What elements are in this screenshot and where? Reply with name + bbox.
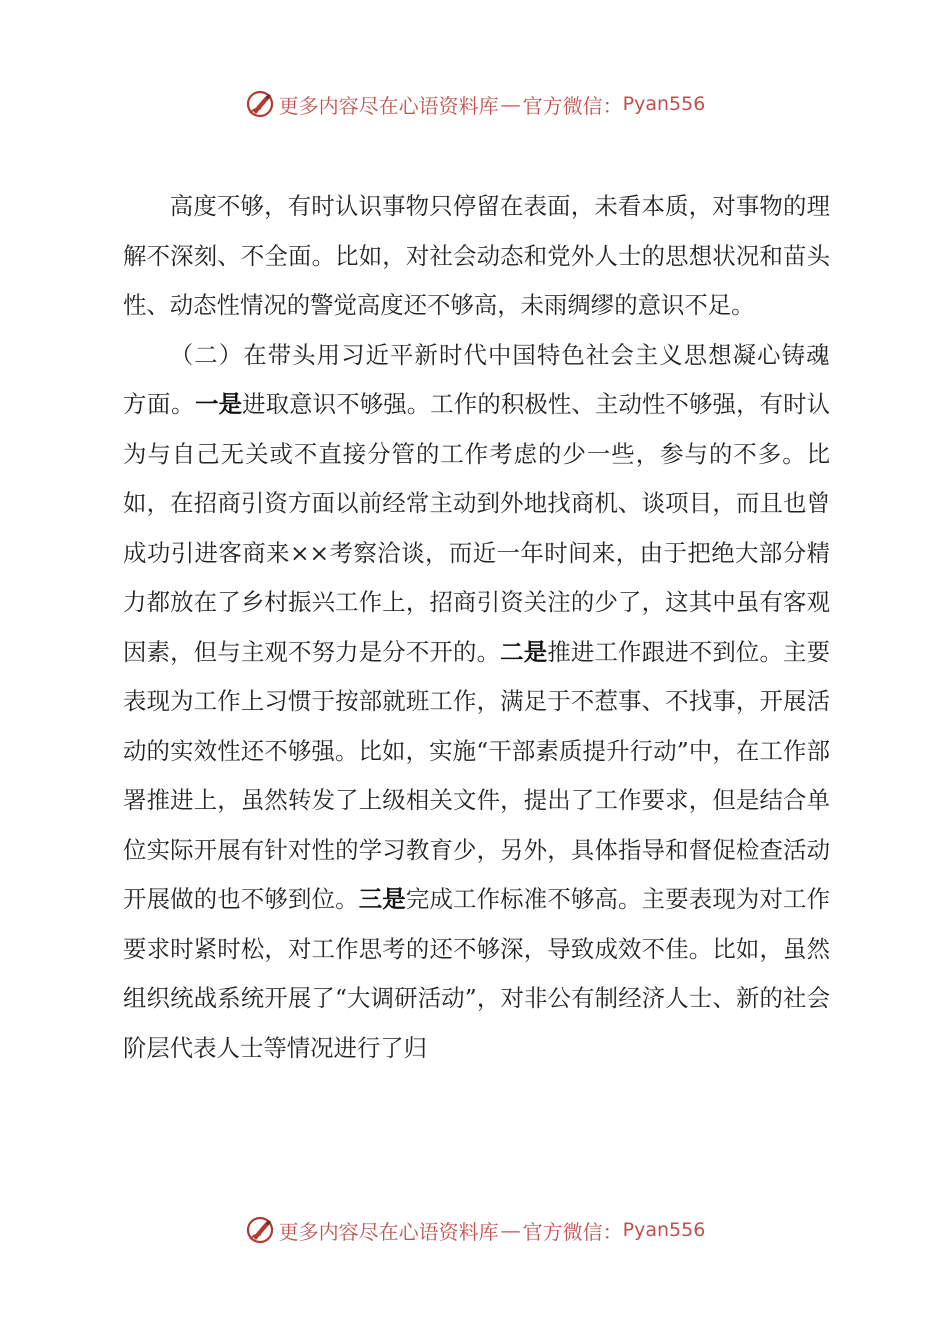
point-two-text: 推进工作跟进不到位。主要表现为工作上习惯于按部就班工作，满足于不惹事、不找事，开展活动的实效性还不够强。比如，实施“干部素质提升行动”中，在工作部署推进上，虽然转发了上级相关文件，提出了工作要求，但是结合单位实际开展有针对性的学习教育少，另外，具体指导和督促检查活动开展做的也不够到位。 (123, 637, 831, 913)
banner-ad-text: 更多内容尽在心语资料库 (278, 93, 499, 118)
banner-separator: — (500, 1218, 521, 1242)
banner-wechat-id: Pyan556 (622, 93, 706, 115)
banner-wechat-id: Pyan556 (622, 1219, 706, 1241)
banner-separator: — (500, 92, 521, 116)
section-heading: （二）在带头用习近平新时代中国特色社会主义思想凝心铸魂方面。 (123, 340, 830, 418)
header-banner (0, 84, 950, 124)
pen-logo-icon (245, 89, 275, 119)
pen-logo-icon (245, 1215, 275, 1245)
document-body (123, 182, 830, 1073)
point-one-text: 进取意识不够强。工作的积极性、主动性不够强，有时认为与自己无关或不直接分管的工作考虑的少一些，参与的不多。比如，在招商引资方面以前经常主动到外地找商机、谈项目，而且也曾成功引进客商来××考察洽谈，而近一年时间来，由于把绝大部分精力都放在了乡村振兴工作上，招商引资关注的少了，这其中虽有客观因素，但与主观不努力是分不开的。 (123, 390, 831, 666)
point-three-label: 三是 (358, 885, 406, 913)
footer-banner (0, 1210, 950, 1250)
paragraph-section-two (123, 331, 830, 1074)
banner-ad-text: 更多内容尽在心语资料库 (278, 1219, 499, 1244)
point-two-label: 二是 (500, 637, 548, 666)
paragraph-continuation: 高度不够，有时认识事物只停留在表面，未看本质，对事物的理解不深刻、不全面。比如，对社会动态和党外人士的思想状况和苗头性、动态性情况的警觉高度还不够高，未雨绸缪的意识不足。 (123, 192, 830, 319)
banner-wechat-label: 官方微信： (522, 1219, 623, 1244)
point-one-label: 一是 (195, 390, 243, 418)
banner-wechat-label: 官方微信： (522, 93, 623, 118)
point-three-text: 完成工作标准不够高。主要表现为对工作要求时紧时松，对工作思考的还不够深，导致成效不佳。比如，虽然组织统战系统开展了“大调研活动”，对非公有制经济人士、新的社会阶层代表人士等情况进行了归 (123, 885, 831, 1062)
